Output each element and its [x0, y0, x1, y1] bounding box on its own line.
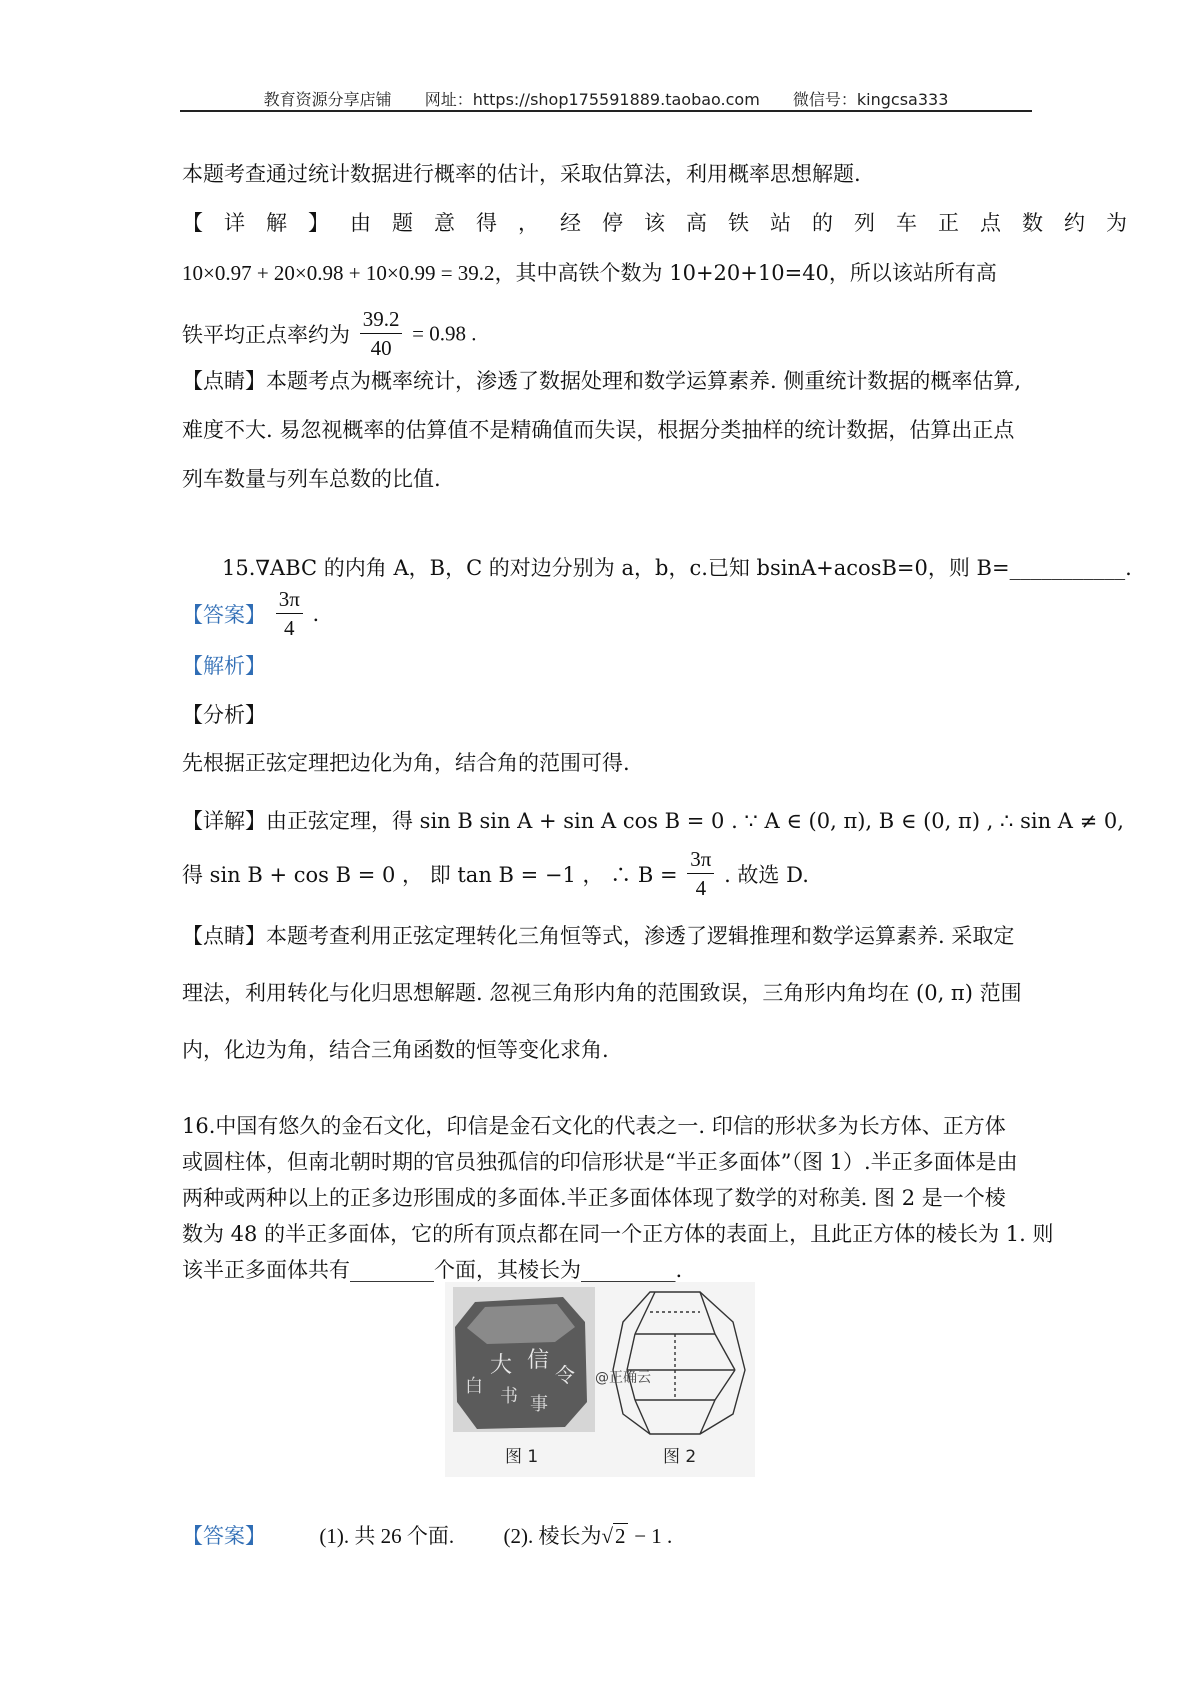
q15-answer-fraction: $\frac{3\pi}{4}$ [276, 585, 303, 643]
seal-photo [453, 1287, 595, 1432]
q15-question: 15.∇ABC 的内角 A，B，C 的对边分别为 a，b，c.已知 bsinA+acosB=0，则 B=___________. [222, 556, 1132, 580]
seal-and-polyhedron-figure [445, 1282, 755, 1477]
seal-char-6: 事 [530, 1394, 548, 1415]
q15-detail-2: 得 sin B + cos B = 0 ， 即 tan B = −1 ， ∴ B = $\frac{3\pi}{4}$ . 故选 D. [182, 845, 809, 903]
q16-line-1: 16.中国有悠久的金石文化，印信是金石文化的代表之一. 印信的形状多为长方体、正方体 [182, 1114, 1006, 1138]
q14-rate-fraction: $\frac{39.2}{40}$ [360, 305, 403, 363]
q14-formula-line: 10×0.97 + 20×0.98 + 10×0.99 = 39.2，其中高铁个数为 10+20+10=40，所以该站所有高 [182, 261, 997, 285]
answer-label: 【答案】 [182, 602, 266, 627]
q16-line-5: 该半正多面体共有________个面，其棱长为_________. [182, 1258, 683, 1282]
seal-char-4: 白 [465, 1376, 483, 1397]
q16-line-3: 两种或两种以上的正多边形围成的多面体.半正多面体体现了数学的对称美. 图 2 是一个棱 [182, 1186, 1006, 1210]
q15-comment-3: 内，化边为角，结合三角函数的恒等变化求角. [182, 1038, 609, 1062]
q14-formula: 10×0.97 + 20×0.98 + 10×0.99 = 39.2 [182, 261, 495, 285]
q15-analysis: 先根据正弦定理把边化为角，结合角的范围可得. [182, 751, 630, 775]
q14-comment-1: 【点睛】本题考点为概率统计，渗透了数据处理和数学运算素养. 侧重统计数据的概率估算, [182, 369, 1022, 393]
header-rule [180, 110, 1032, 112]
seal-char-1: 大 [490, 1353, 513, 1378]
q15-answer-line: 【答案】 $\frac{3\pi}{4}$ . [182, 585, 319, 643]
store-name: 教育资源分享店铺 [263, 90, 392, 109]
q14-rate-line: 铁平均正点率约为 $\frac{39.2}{40}$ = 0.98 . [182, 305, 476, 363]
page-header: 教育资源分享店铺 网址：https://shop175591889.taobao.com 微信号：kingcsa333 [263, 90, 949, 109]
q14-analysis-line: 本题考查通过统计数据进行概率的估计，采取估算法，利用概率思想解题. [182, 162, 861, 186]
q16-line-4: 数为 48 的半正多面体，它的所有顶点都在同一个正方体的表面上，且此正方体的棱长为 1. 则 [182, 1222, 1054, 1246]
watermark: @正确云 [595, 1370, 651, 1386]
q14-detail-heading: 【详解】由题意得，经停该高铁站的列车正点数约为 [182, 211, 1148, 235]
q14-comment-2: 难度不大. 易忽视概率的估算值不是精确值而失误，根据分类抽样的统计数据，估算出正点 [182, 418, 1015, 442]
q15-comment-2: 理法，利用转化与化归思想解题. 忽视三角形内角的范围致误，三角形内角均在 (0, π) 范围 [182, 981, 1022, 1005]
seal-char-3: 令 [555, 1363, 575, 1387]
q16-line-2: 或圆柱体，但南北朝时期的官员独孤信的印信形状是“半正多面体”（图 1）.半正多面体是由 [182, 1150, 1018, 1174]
sqrt-two: √2 [601, 1524, 626, 1548]
q16-answer-part-1: (1). 共 26 个面. [319, 1524, 455, 1548]
seal-char-2: 信 [527, 1348, 550, 1373]
q15-comment-1: 【点睛】本题考查利用正弦定理转化三角恒等式，渗透了逻辑推理和数学运算素养. 采取定 [182, 924, 1015, 948]
q14-comment-3: 列车数量与列车总数的比值. [182, 467, 441, 491]
seal-char-5: 书 [500, 1386, 518, 1407]
fig1-caption: 图 1 [505, 1447, 539, 1467]
wechat-id: kingcsa333 [856, 90, 949, 109]
q15-detail-fraction: $\frac{3\pi}{4}$ [687, 845, 714, 903]
q16-answer-line: 【答案】 (1). 共 26 个面. (2). 棱长为√2 − 1 . [182, 1524, 673, 1548]
answer-label: 【答案】 [182, 1524, 266, 1548]
store-url[interactable]: https://shop175591889.taobao.com [472, 90, 760, 109]
q16-figure [445, 1282, 755, 1477]
fig2-caption: 图 2 [663, 1447, 697, 1467]
q15-jiexi-label: 【解析】 [182, 654, 266, 678]
q15-fenxi-label: 【分析】 [182, 703, 266, 727]
q15-detail-1: 【详解】由正弦定理，得 sin B sin A + sin A cos B = 0 . ∵ A ∈ (0, π), B ∈ (0, π) , ∴ sin A ≠ 0, [182, 809, 1124, 833]
